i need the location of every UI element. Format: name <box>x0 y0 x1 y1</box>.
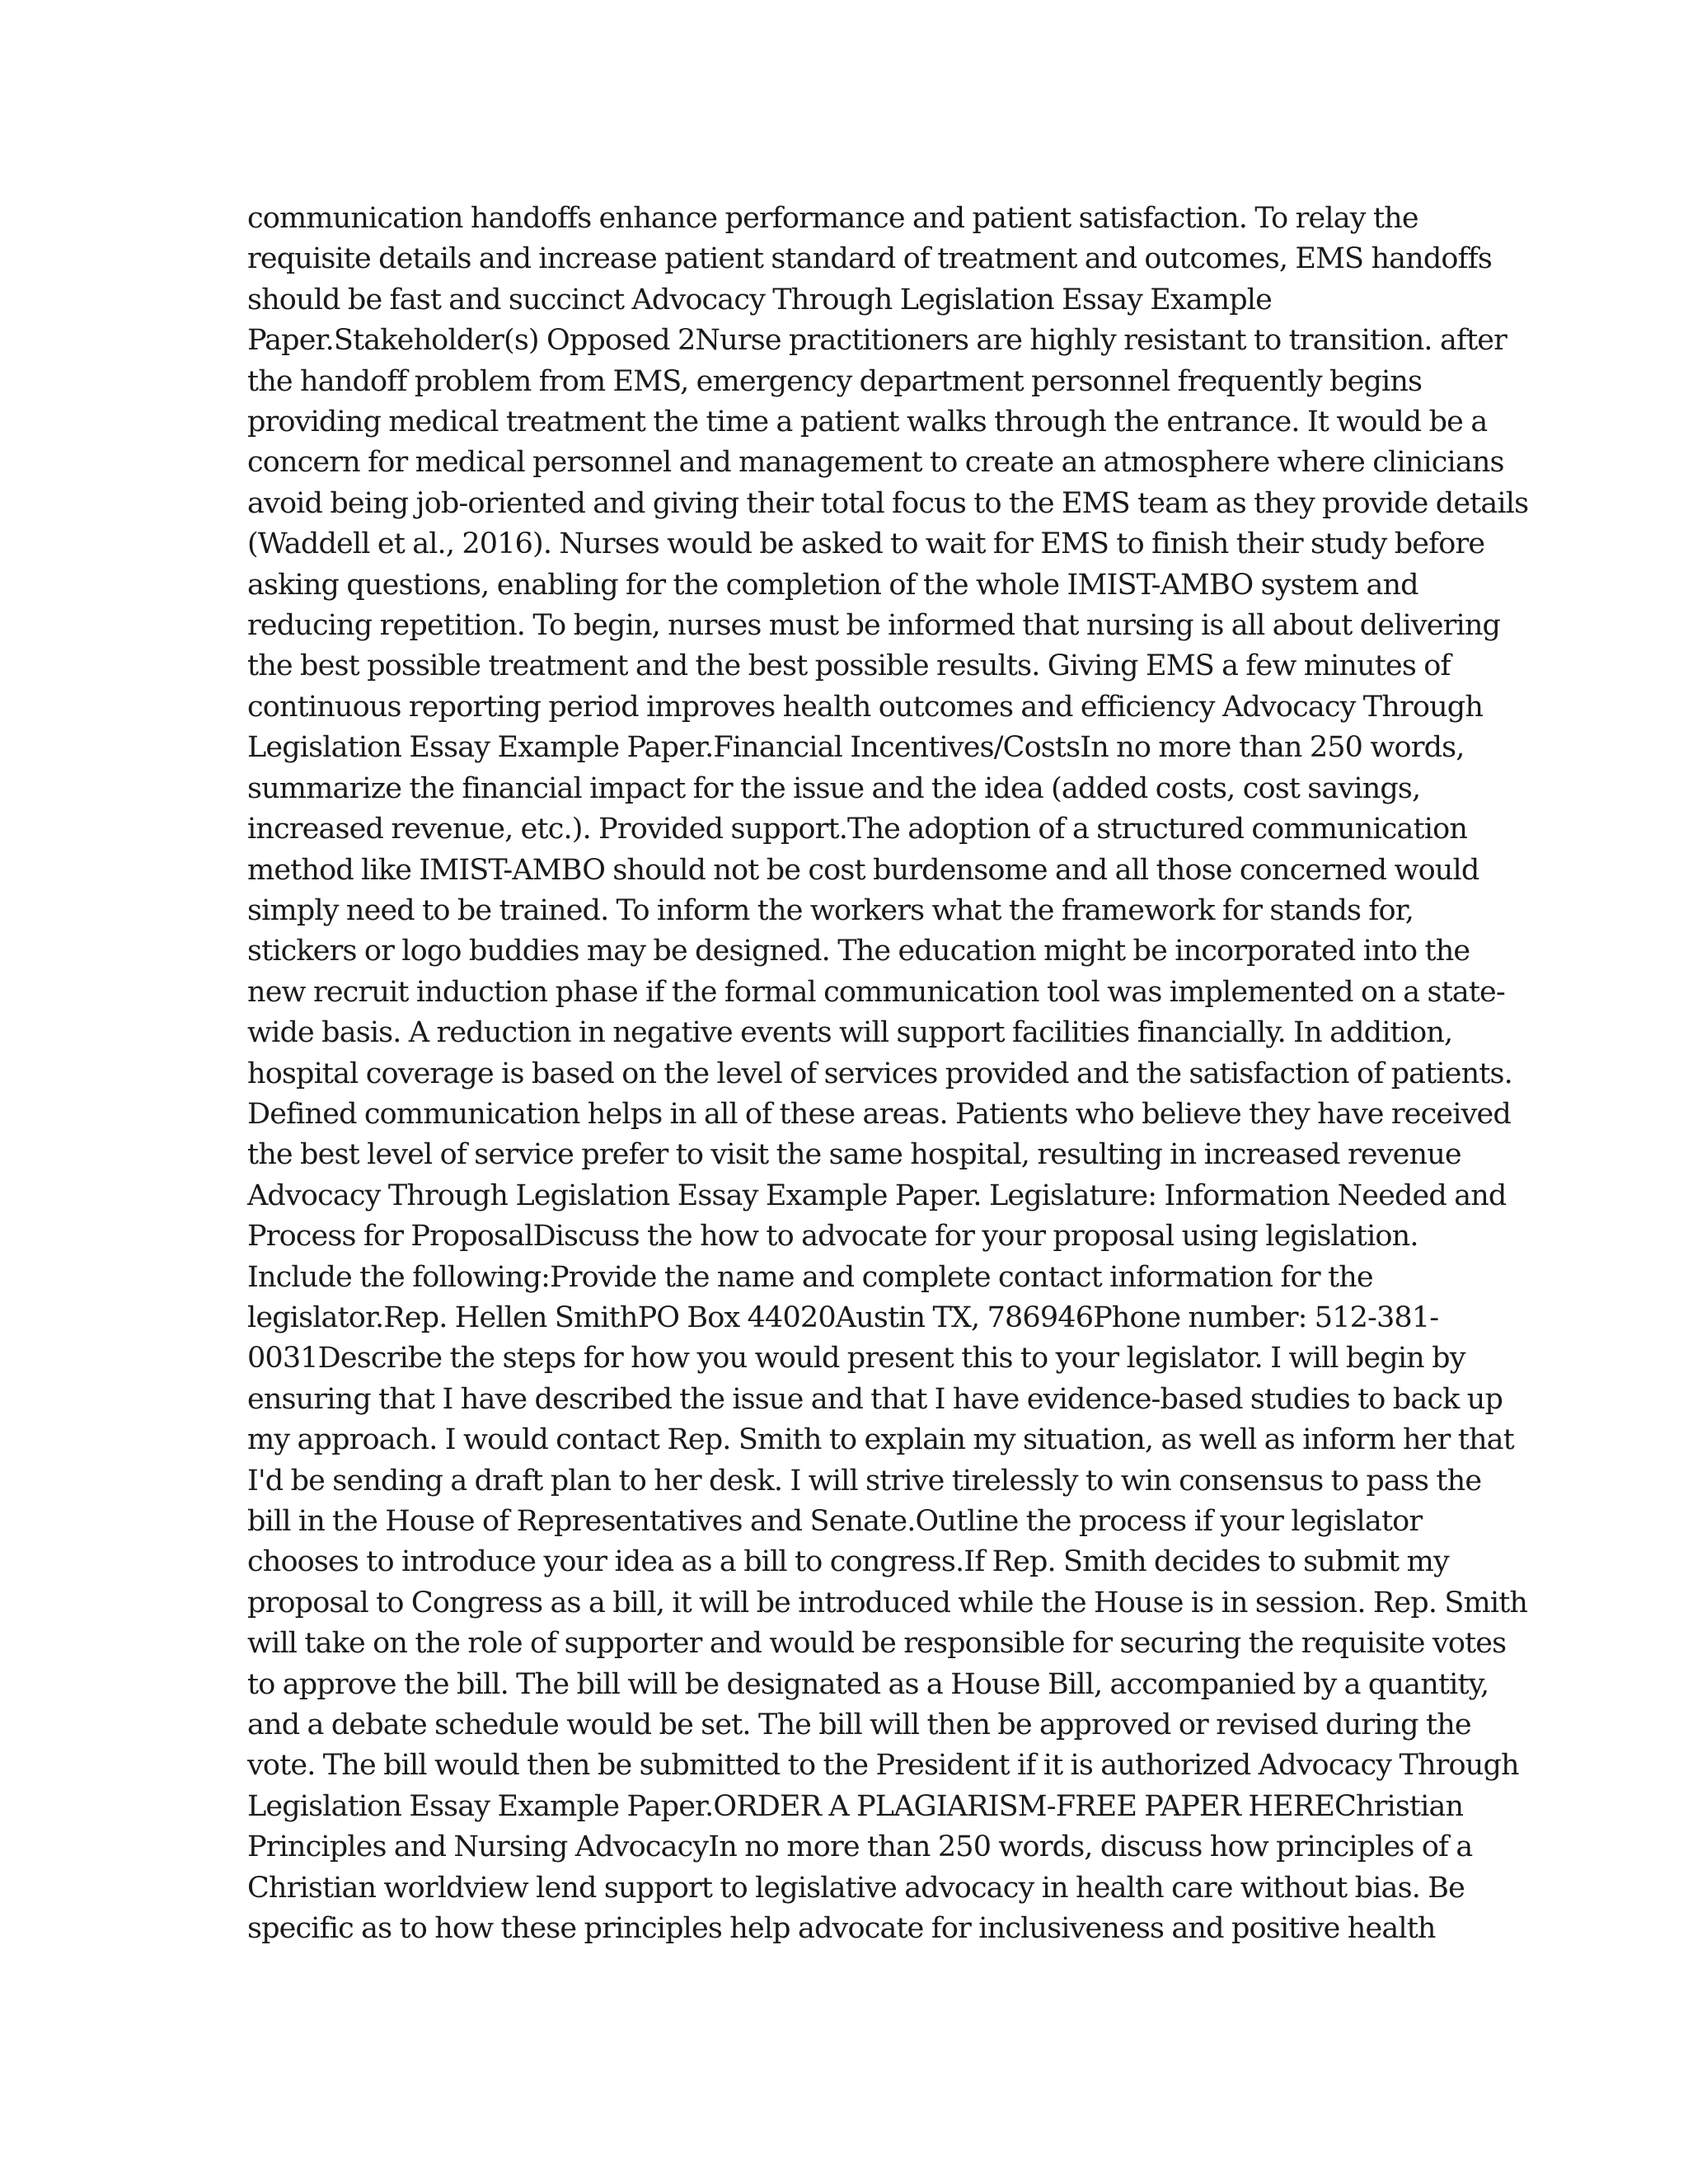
text-line: Legislation Essay Example Paper.Financial Incentives/CostsIn no more than 250 words, <box>247 731 1465 765</box>
text-line: should be fast and succinct Advocacy Through Legislation Essay Example <box>247 283 1272 316</box>
text-line: hospital coverage is based on the level of services provided and the satisfaction of patients. <box>247 1057 1512 1090</box>
text-line: ensuring that I have described the issue and that I have evidence-based studies to back up <box>247 1382 1503 1416</box>
text-line: will take on the role of supporter and would be responsible for securing the requisite votes <box>247 1627 1507 1661</box>
text-line: specific as to how these principles help advocate for inclusiveness and positive health <box>247 1912 1436 1946</box>
text-line: Process for ProposalDiscuss the how to advocate for your proposal using legislation. <box>247 1220 1418 1254</box>
text-line: the handoff problem from EMS, emergency department personnel frequently begins <box>247 364 1423 398</box>
text-line: requisite details and increase patient standard of treatment and outcomes, EMS handoffs <box>247 242 1492 276</box>
text-line: to approve the bill. The bill will be designated as a House Bill, accompanied by a quantity, <box>247 1667 1489 1701</box>
essay-body-text <box>247 199 1529 1949</box>
text-line: the best level of service prefer to visit the same hospital, resulting in increased revenue <box>247 1138 1461 1172</box>
text-line: new recruit induction phase if the formal communication tool was implemented on a state- <box>247 975 1505 1009</box>
text-line: wide basis. A reduction in negative events will support facilities financially. In addition, <box>247 1016 1453 1050</box>
text-line: Paper.Stakeholder(s) Opposed 2Nurse practitioners are highly resistant to transition. after <box>247 324 1507 358</box>
text-line: proposal to Congress as a bill, it will be introduced while the House is in session. Rep. Smith <box>247 1586 1528 1619</box>
text-line: 0031Describe the steps for how you would present this to your legislator. I will begin by <box>247 1342 1465 1376</box>
text-line: Include the following:Provide the name and complete contact information for the <box>247 1260 1373 1294</box>
text-line: bill in the House of Representatives and Senate.Outline the process if your legislator <box>247 1505 1423 1538</box>
text-line: Defined communication helps in all of these areas. Patients who believe they have received <box>247 1097 1511 1131</box>
text-line: chooses to introduce your idea as a bill to congress.If Rep. Smith decides to submit my <box>247 1545 1449 1579</box>
text-line: providing medical treatment the time a patient walks through the entrance. It would be a <box>247 405 1488 439</box>
text-line: increased revenue, etc.). Provided support.The adoption of a structured communication <box>247 813 1468 846</box>
text-line: legislator.Rep. Hellen SmithPO Box 44020Austin TX, 786946Phone number: 512-381- <box>247 1301 1439 1334</box>
text-line: concern for medical personnel and management to create an atmosphere where clinicians <box>247 446 1504 480</box>
text-line: (Waddell et al., 2016). Nurses would be asked to wait for EMS to finish their study before <box>247 527 1485 561</box>
text-line: Principles and Nursing AdvocacyIn no more than 250 words, discuss how principles of a <box>247 1830 1473 1864</box>
text-line: vote. The bill would then be submitted to the President if it is authorized Advocacy Through <box>247 1749 1519 1783</box>
text-line: communication handoffs enhance performance and patient satisfaction. To relay the <box>247 202 1418 235</box>
text-line: Advocacy Through Legislation Essay Example Paper. Legislature: Information Needed and <box>247 1179 1507 1212</box>
text-line: asking questions, enabling for the completion of the whole IMIST-AMBO system and <box>247 568 1418 602</box>
text-line: stickers or logo buddies may be designed. The education might be incorporated into the <box>247 935 1470 968</box>
text-line: I'd be sending a draft plan to her desk. I will strive tirelessly to win consensus to pass the <box>247 1464 1482 1497</box>
text-line: avoid being job-oriented and giving their total focus to the EMS team as they provide details <box>247 486 1529 520</box>
text-line: my approach. I would contact Rep. Smith to explain my situation, as well as inform her that <box>247 1423 1514 1457</box>
text-line: and a debate schedule would be set. The bill will then be approved or revised during the <box>247 1708 1471 1742</box>
text-line: Christian worldview lend support to legislative advocacy in health care without bias. Be <box>247 1871 1465 1905</box>
text-line: summarize the financial impact for the issue and the idea (added costs, cost savings, <box>247 771 1421 805</box>
text-line: simply need to be trained. To inform the workers what the framework for stands for, <box>247 893 1414 927</box>
text-line: continuous reporting period improves health outcomes and efficiency Advocacy Through <box>247 690 1484 724</box>
text-line: the best possible treatment and the best possible results. Giving EMS a few minutes of <box>247 649 1451 683</box>
text-line: method like IMIST-AMBO should not be cost burdensome and all those concerned would <box>247 853 1479 887</box>
text-line: reducing repetition. To begin, nurses must be informed that nursing is all about delivering <box>247 609 1501 643</box>
text-line: Legislation Essay Example Paper.ORDER A PLAGIARISM-FREE PAPER HEREChristian <box>247 1789 1464 1823</box>
